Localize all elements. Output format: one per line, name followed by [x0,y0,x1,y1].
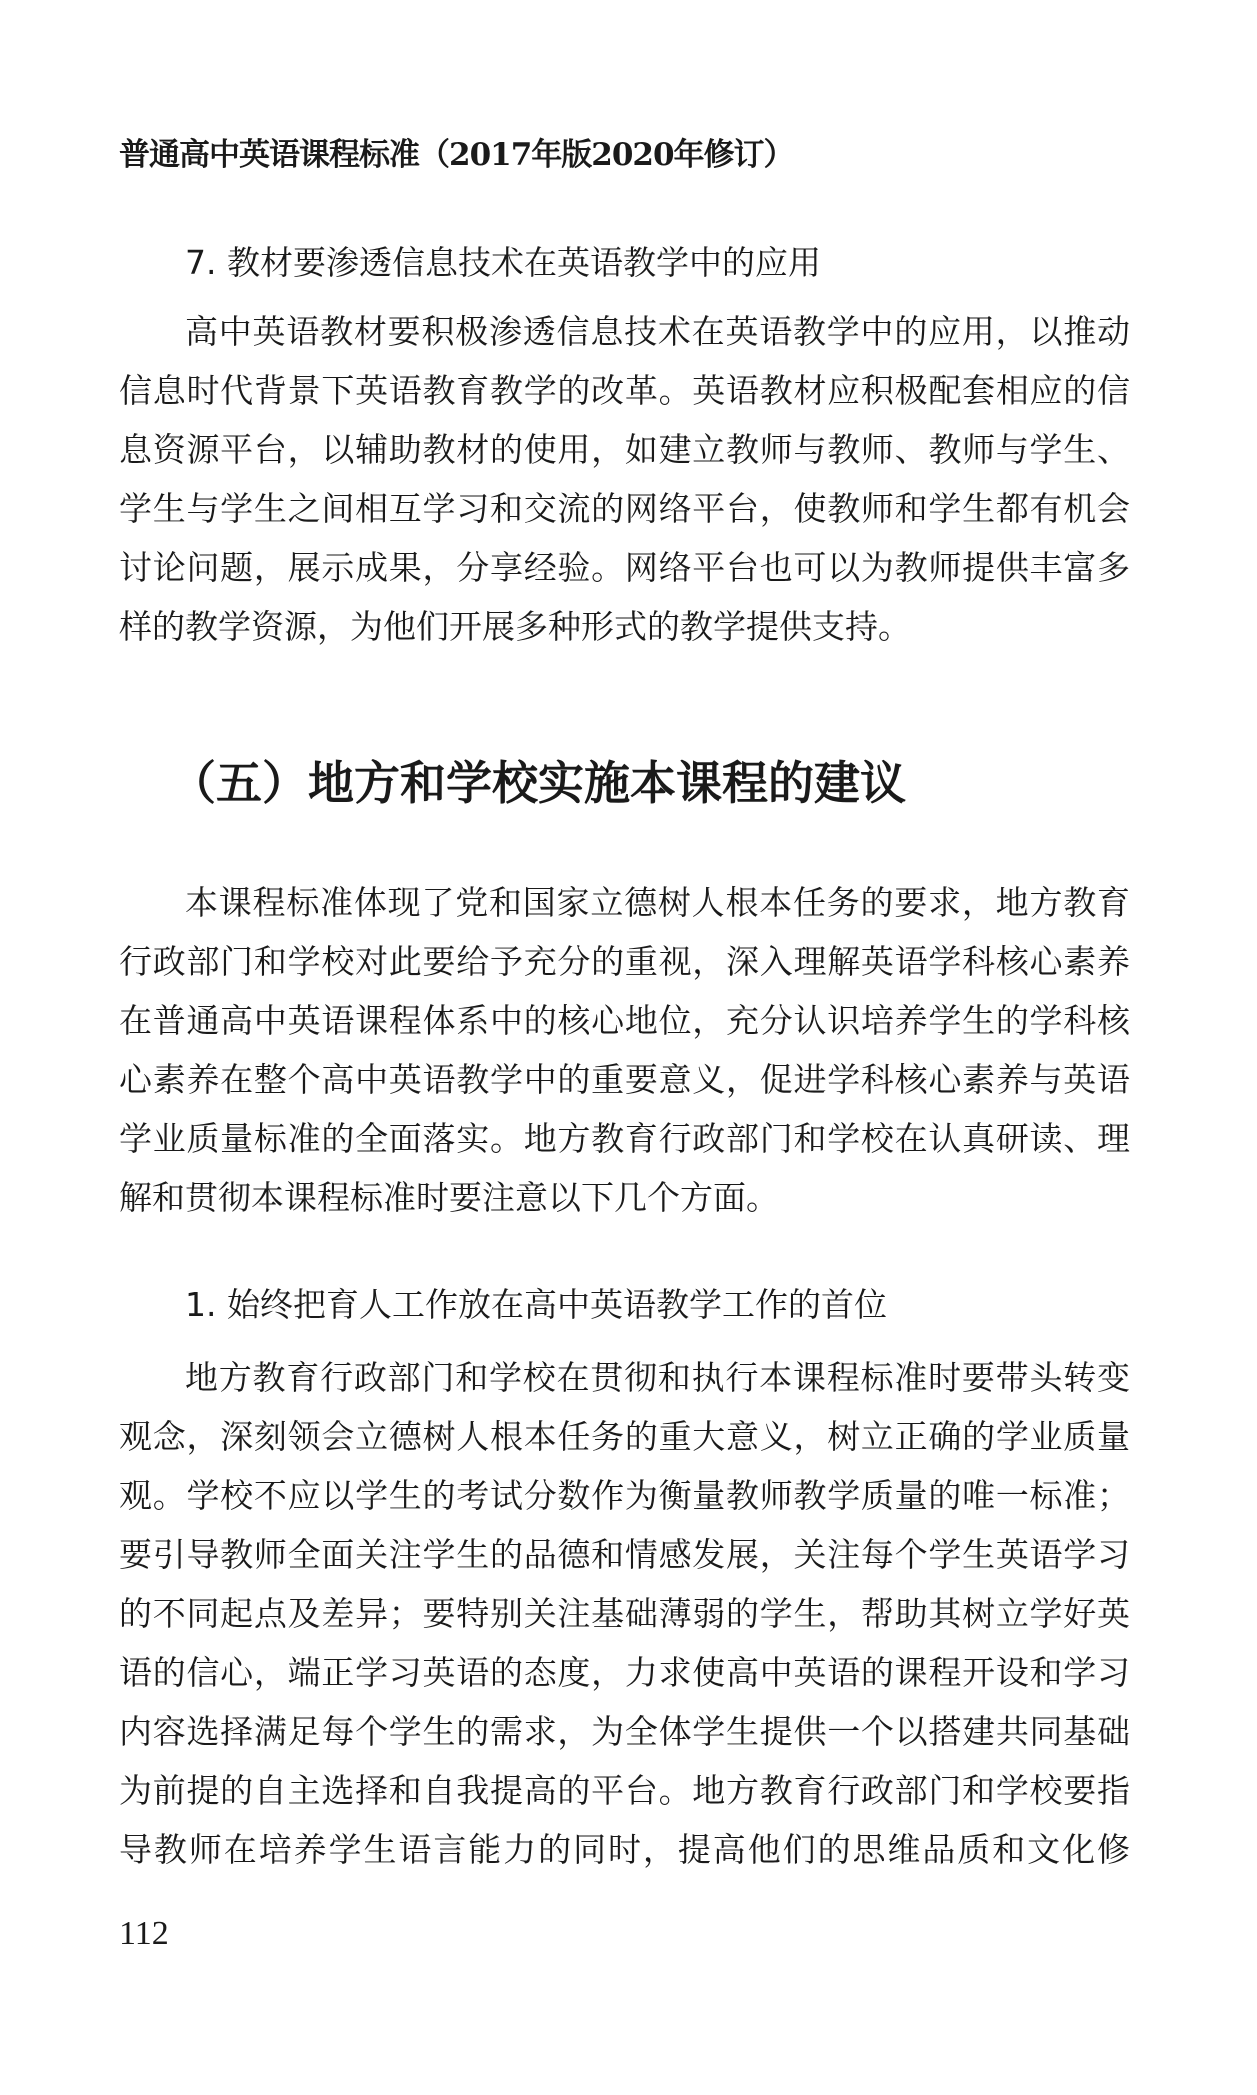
page-number: 112 [119,1915,169,1952]
text-line: 要引导教师全面关注学生的品德和情感发展，关注每个学生英语学习 [119,1536,1130,1573]
paragraph-3 [119,1348,1130,1879]
text-line: 在普通高中英语课程体系中的核心地位，充分认识培养学生的学科核 [119,1002,1130,1039]
text-line: 地方教育行政部门和学校在贯彻和执行本课程标准时要带头转变 [185,1359,1130,1396]
text-line: 息资源平台，以辅助教材的使用，如建立教师与教师、教师与学生、 [119,431,1130,468]
text-line: 导教师在培养学生语言能力的同时，提高他们的思维品质和文化修 [119,1831,1130,1868]
text-line: 行政部门和学校对此要给予充分的重视，深入理解英语学科核心素养 [119,943,1130,980]
text-line: 语的信心，端正学习英语的态度，力求使高中英语的课程开设和学习 [119,1654,1130,1691]
text-line: 观念，深刻领会立德树人根本任务的重大意义，树立正确的学业质量 [119,1418,1130,1455]
text-line: 信息时代背景下英语教育教学的改革。英语教材应积极配套相应的信 [119,372,1130,409]
text-line: 观。学校不应以学生的考试分数作为衡量教师教学质量的唯一标准； [119,1477,1130,1514]
paragraph-2 [119,873,1130,1227]
text-line: 讨论问题，展示成果，分享经验。网络平台也可以为教师提供丰富多 [119,549,1130,586]
text-line: 学业质量标准的全面落实。地方教育行政部门和学校在认真研读、理 [119,1120,1130,1157]
text-line: 的不同起点及差异；要特别关注基础薄弱的学生，帮助其树立学好英 [119,1595,1130,1632]
text-line: 高中英语教材要积极渗透信息技术在英语教学中的应用，以推动 [185,313,1130,350]
text-line: 心素养在整个高中英语教学中的重要意义，促进学科核心素养与英语 [119,1061,1130,1098]
text-line: 学生与学生之间相互学习和交流的网络平台，使教师和学生都有机会 [119,490,1130,527]
subheading-1: 1. 始终把育人工作放在高中英语教学工作的首位 [185,1285,887,1324]
running-header: 普通高中英语课程标准（2017年版2020年修订） [119,137,794,173]
section-heading: （五）地方和学校实施本课程的建议 [170,756,906,810]
subheading-7: 7. 教材要渗透信息技术在英语教学中的应用 [185,243,821,282]
paragraph-1 [119,302,1130,656]
text-line: 为前提的自主选择和自我提高的平台。地方教育行政部门和学校要指 [119,1772,1130,1809]
text-line: 本课程标准体现了党和国家立德树人根本任务的要求，地方教育 [185,884,1130,921]
text-line: 内容选择满足每个学生的需求，为全体学生提供一个以搭建共同基础 [119,1713,1130,1750]
text-line: 解和贯彻本课程标准时要注意以下几个方面。 [119,1179,779,1216]
text-line: 样的教学资源，为他们开展多种形式的教学提供支持。 [119,608,911,645]
